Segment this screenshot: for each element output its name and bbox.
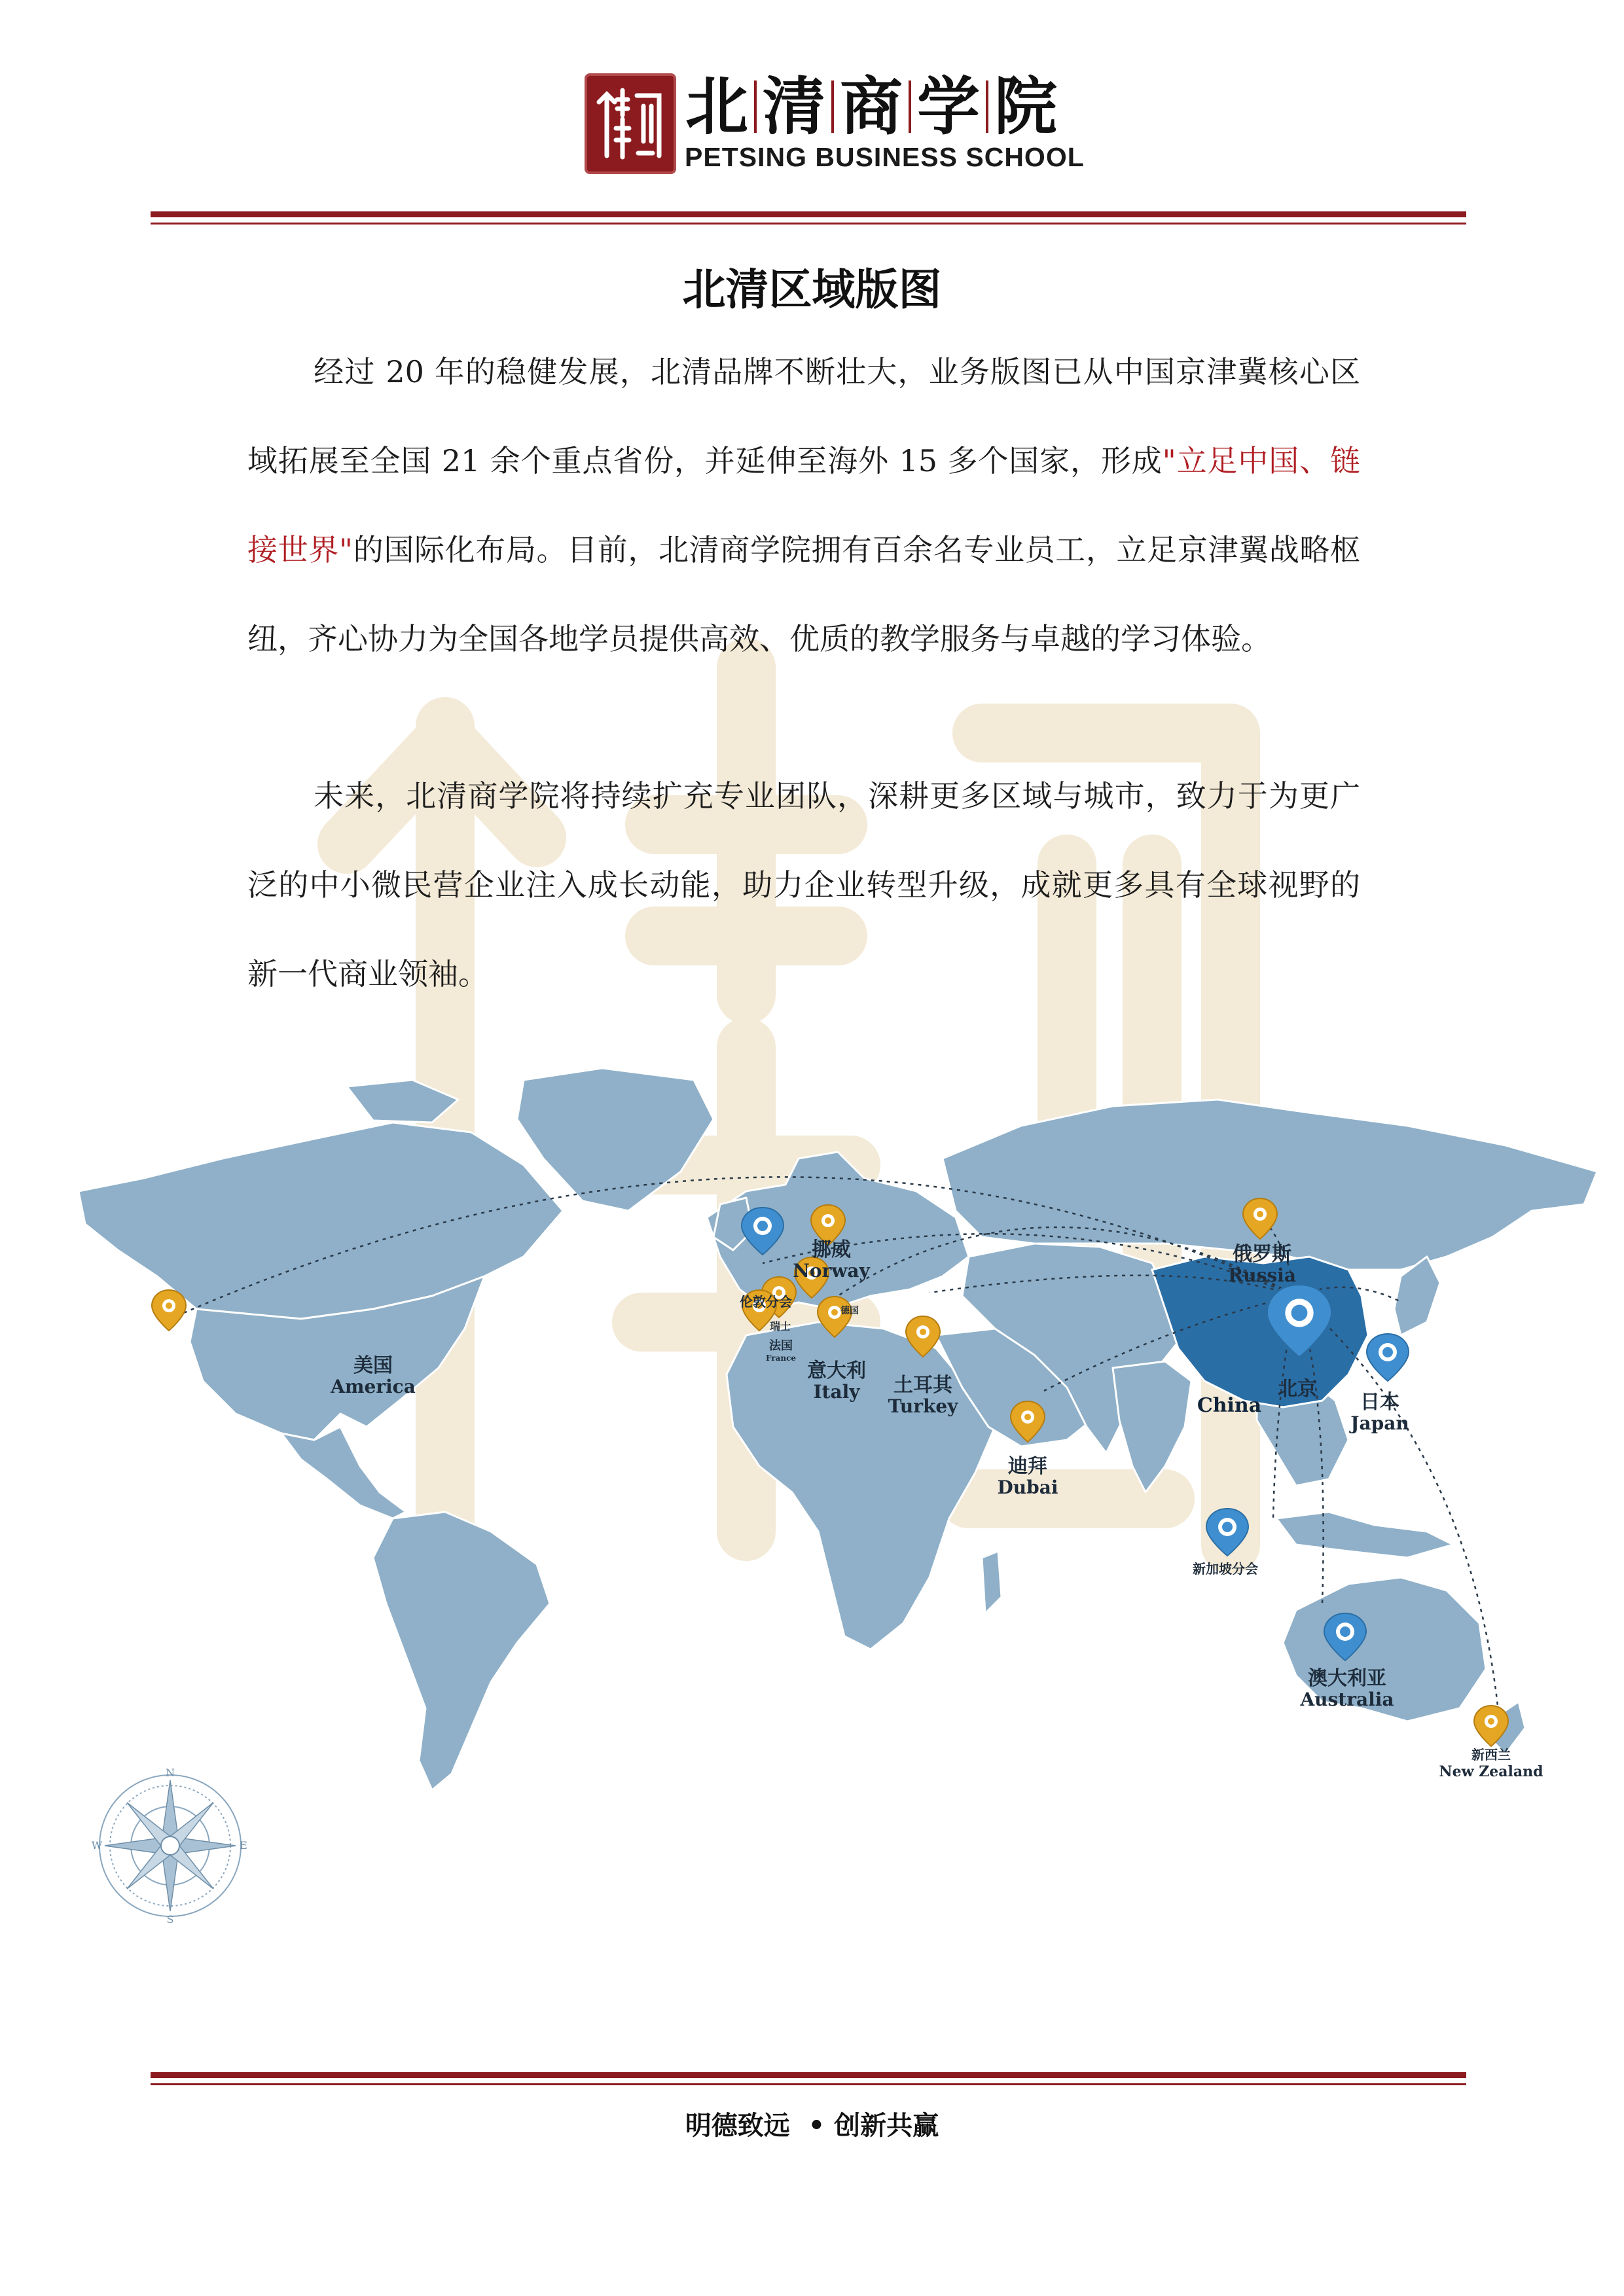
logo-english-name: PETSING BUSINESS SCHOOL: [685, 142, 1085, 172]
logo-char: 学: [917, 70, 980, 143]
map-label-america: 美国 America: [331, 1354, 416, 1397]
map-label-italy: 意大利 Italy: [807, 1359, 866, 1403]
page-title: 北清区域版图: [682, 264, 942, 315]
landmass-central-america: [281, 1427, 406, 1518]
paragraph-intro-text-1: 经过 20 年的稳健发展，北清品牌不断壮大，业务版图已从中国京津冀核心区域拓展至全国 21 余个重点省份，并延伸至海外 15 多个国家，形成: [247, 354, 1360, 478]
footer-rule-thin: [151, 2083, 1466, 2085]
logo-divider: [754, 81, 757, 133]
logo-char: 商: [840, 70, 903, 143]
logo-chinese-name: [685, 67, 1058, 146]
logo-divider: [909, 81, 911, 133]
compass-letter-n: N: [166, 1767, 175, 1779]
compass-letter-w: W: [92, 1839, 103, 1852]
location-pin-japan: [1367, 1334, 1409, 1381]
logo-char: 北: [685, 70, 748, 143]
logo-emblem: [585, 73, 676, 174]
paragraph-future: [247, 751, 1360, 1018]
compass-rose-icon: [92, 1767, 249, 1924]
paragraph-intro-text-2: 的国际化布局。目前，北清商学院拥有百余名专业员工，立足京津翼战略枢纽，齐心协力为全国各地学员提供高效、优质的教学服务与卓越的学习体验。: [247, 532, 1360, 656]
map-label-australia: 澳大利亚 Australia: [1300, 1667, 1394, 1710]
location-pin-america: [152, 1290, 186, 1331]
map-label-beijing: 北京: [1278, 1378, 1317, 1401]
landmass-indonesia: [1276, 1512, 1453, 1558]
map-label-singapore: 新加坡分会: [1193, 1561, 1258, 1577]
header-rule-thick: [151, 211, 1466, 217]
footer-motto-left: 明德致远: [685, 2111, 790, 2141]
map-label-switzerland: 瑞士: [769, 1320, 791, 1333]
compass-letter-e: E: [240, 1839, 247, 1852]
landmass-india: [1113, 1361, 1191, 1492]
paragraph-intro-highlight: "立足中国、链接世界": [247, 443, 1360, 567]
landmass-madagascar: [982, 1551, 1001, 1613]
header-rule-thin: [151, 223, 1466, 224]
location-pin-singapore: [1206, 1509, 1248, 1556]
map-label-france: 法国 France: [765, 1339, 797, 1363]
map-label-dubai: 迪拜 Dubai: [997, 1455, 1058, 1498]
logo-char: 院: [994, 70, 1057, 143]
logo-divider: [831, 81, 834, 133]
map-label-japan: 日本 Japan: [1350, 1391, 1409, 1434]
logo-glyph-icon: [587, 76, 674, 171]
map-label-china: China: [1197, 1394, 1262, 1417]
map-label-turkey: 土耳其 Turkey: [888, 1374, 958, 1417]
logo-char: 清: [763, 70, 825, 143]
footer-motto-right: • 创新共赢: [808, 2111, 939, 2141]
map-label-new-zealand: 新西兰 New Zealand: [1439, 1747, 1543, 1780]
landmass-greenland: [517, 1068, 713, 1211]
paragraph-future-text: 未来，北清商学院将持续扩充专业团队，深耕更多区域与城市，致力于为更广泛的中小微民营企业注入成长动能，助力企业转型升级，成就更多具有全球视野的新一代商业领袖。: [247, 778, 1360, 992]
paragraph-intro: [247, 327, 1360, 683]
footer-motto: [0, 2106, 1624, 2145]
map-label-germany: 德国: [840, 1306, 859, 1316]
landmass-canada: [79, 1122, 563, 1322]
compass-letter-s: S: [166, 1913, 174, 1924]
map-label-norway: 挪威 Norway: [793, 1238, 870, 1282]
map-label-russia: 俄罗斯 Russia: [1228, 1243, 1296, 1286]
landmass-south-america: [373, 1512, 550, 1790]
landmass-arctic-islands: [347, 1080, 458, 1122]
map-label-london: 伦敦分会: [740, 1294, 792, 1310]
footer-rule-thick: [151, 2072, 1466, 2078]
logo-divider: [986, 81, 988, 133]
